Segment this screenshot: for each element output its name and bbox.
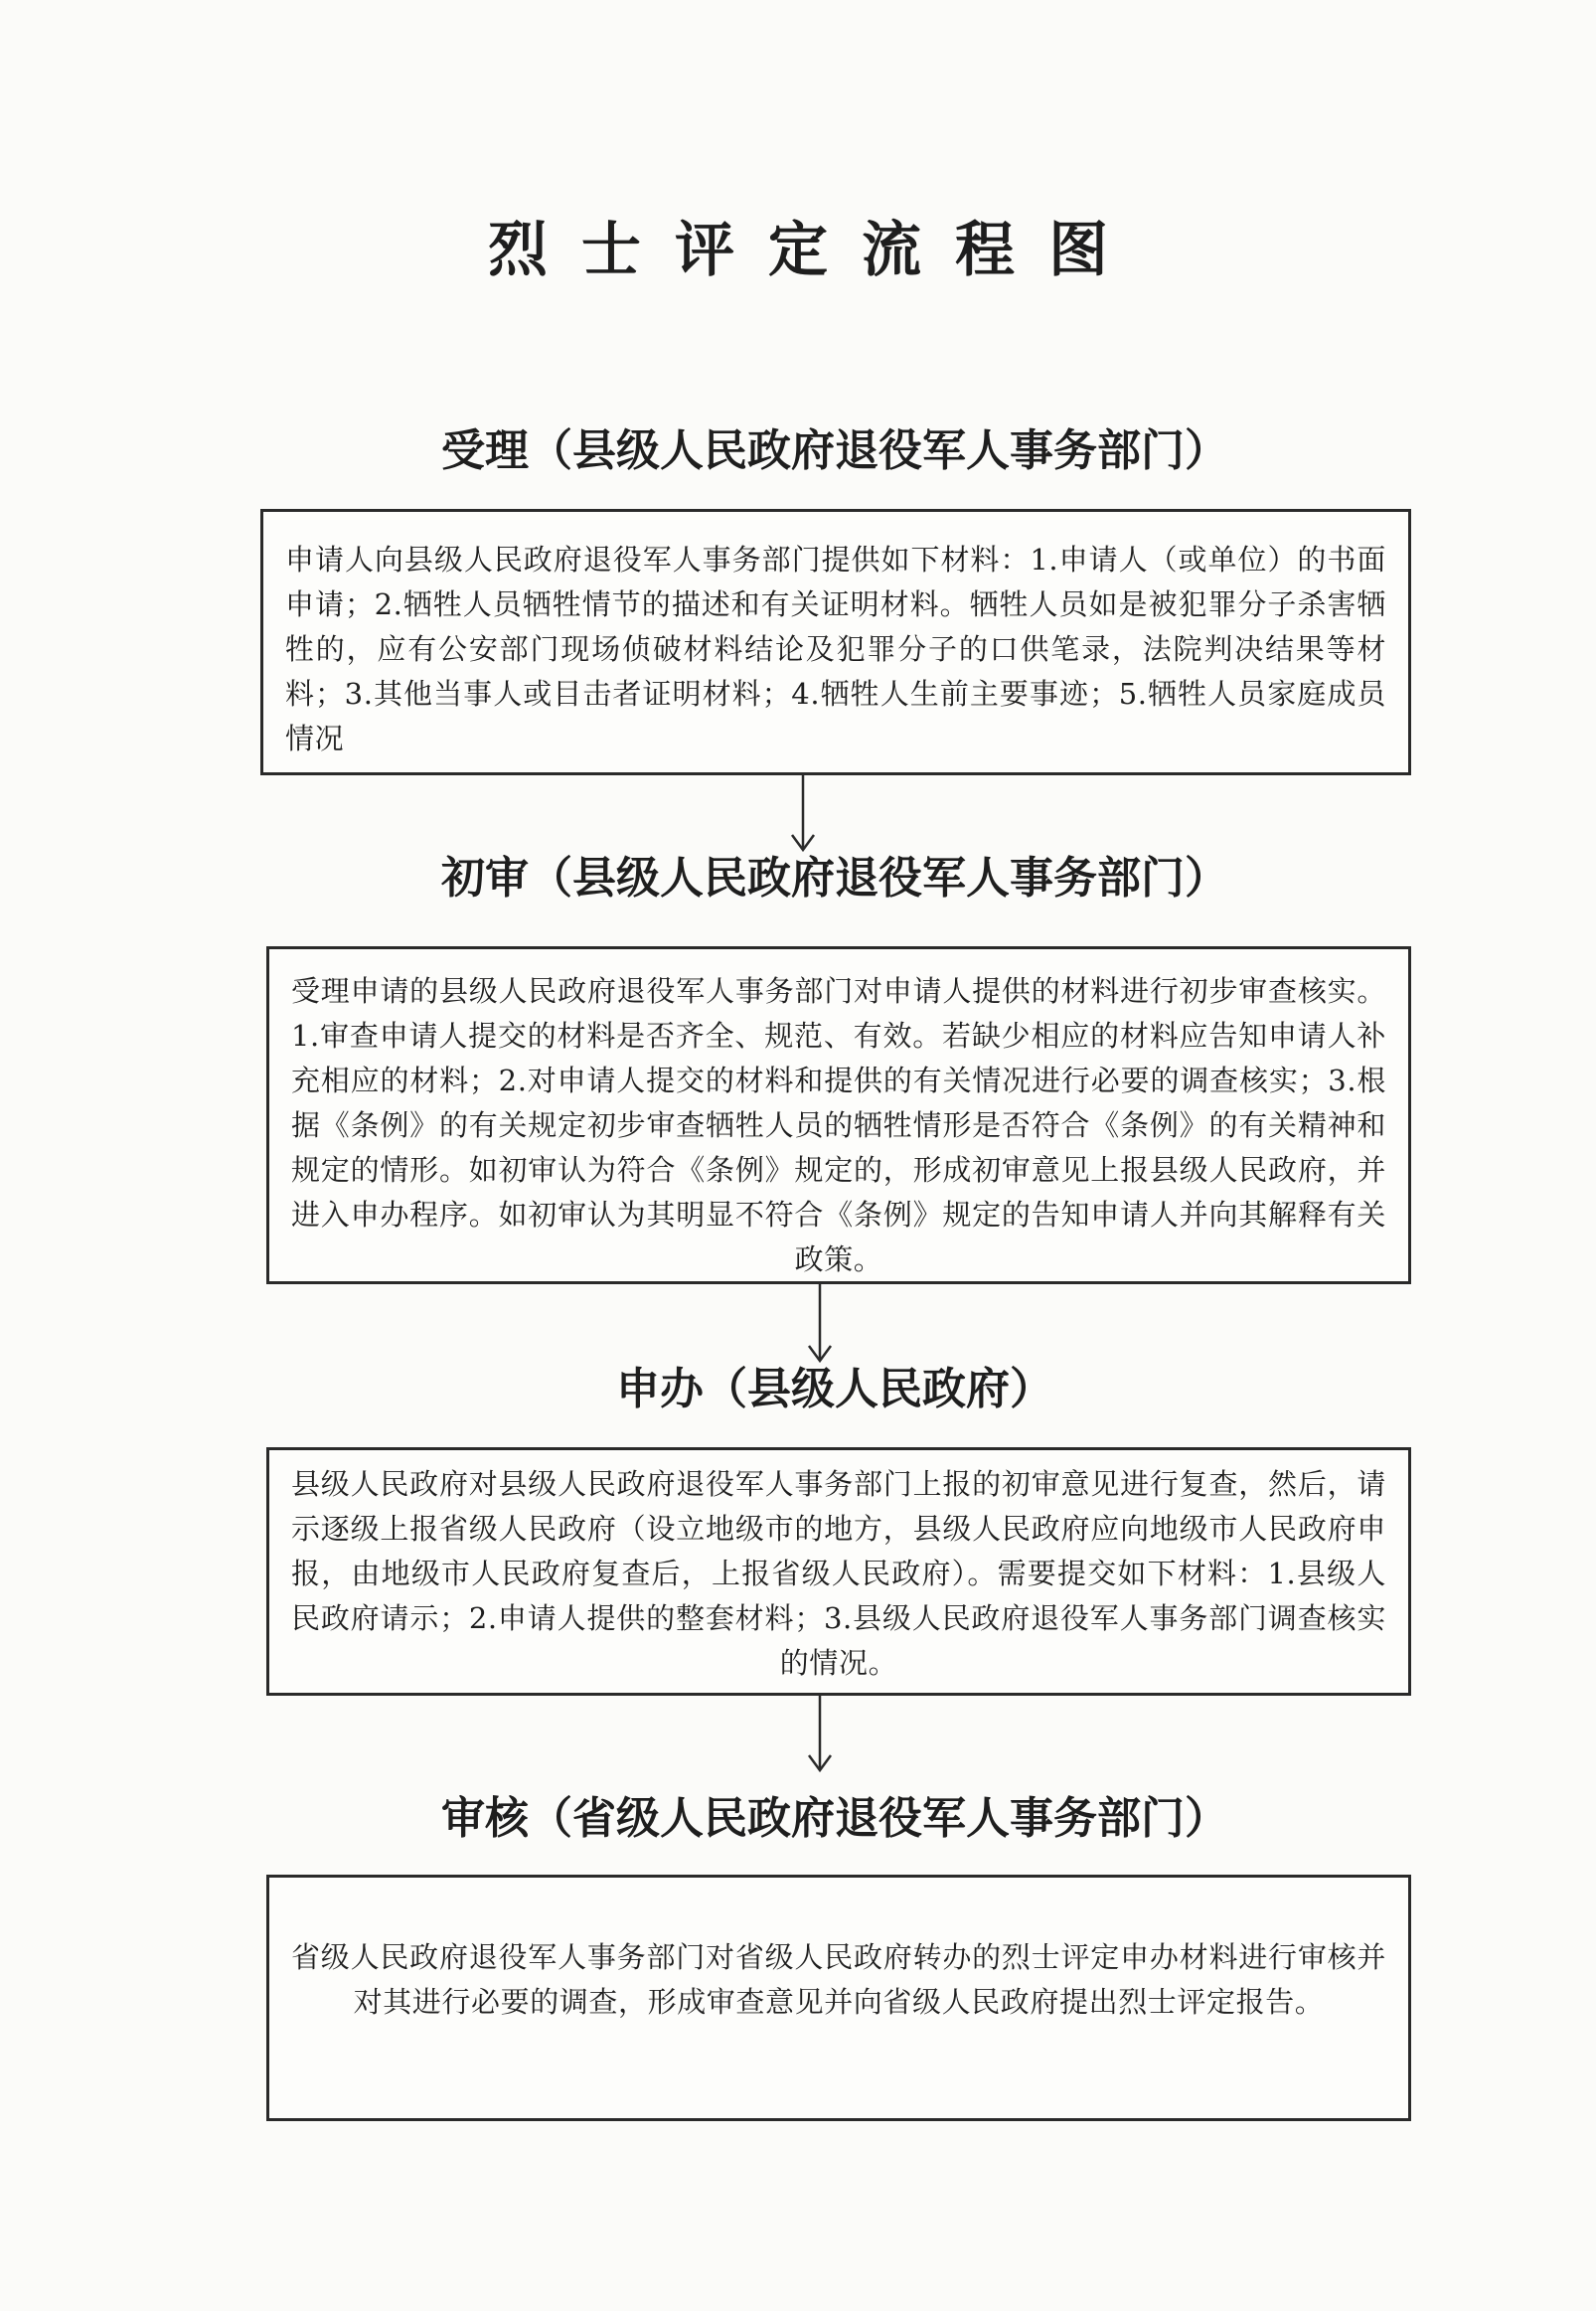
stage-box-verification: [266, 1875, 1411, 2121]
stage-box-preliminary-review: [266, 946, 1411, 1284]
stage-heading-verification: 审核（省级人民政府退役军人事务部门）: [441, 1793, 1228, 1844]
stage-heading-accept: 受理（县级人民政府退役军人事务部门）: [441, 425, 1228, 476]
flow-arrow-1: [788, 775, 818, 853]
stage-heading-application: 申办（县级人民政府）: [616, 1364, 1053, 1414]
stage-heading-preliminary-review: 初审（县级人民政府退役军人事务部门）: [441, 853, 1228, 904]
stage-box-application: [266, 1447, 1411, 1696]
stage-text-preliminary-review: 受理申请的县级人民政府退役军人事务部门对申请人提供的材料进行初步审查核实。1.审查申请人提交的材料是否齐全、规范、有效。若缺少相应的材料应告知申请人补充相应的材料；2.对申请人提交的材料和提供的有关情况进行必要的调查核实；3.根据《条例》的有关规定初步审查牺牲人员的牺牲情形是否符合《条例》的有关精神和规定的情形。如初审认为符合《条例》规定的，形成初审意见上报县级人民政府，并进入申办程序。如初审认为其明显不符合《条例》规定的告知申请人并向其解释有关政策。: [291, 974, 1386, 1276]
flow-arrow-3: [805, 1696, 835, 1773]
flow-arrow-2: [805, 1284, 835, 1364]
stage-text-accept: 申请人向县级人民政府退役军人事务部门提供如下材料：1.申请人（或单位）的书面申请；2.牺牲人员牺牲情节的描述和有关证明材料。牺牲人员如是被犯罪分子杀害牺牲的，应有公安部门现场侦破材料结论及犯罪分子的口供笔录，法院判决结果等材料；3.其他当事人或目击者证明材料；4.牺牲人生前主要事迹；5.牺牲人员家庭成员情况: [285, 543, 1386, 755]
stage-text-verification: 省级人民政府退役军人事务部门对省级人民政府转办的烈士评定申办材料进行审核并对其进行必要的调查，形成审查意见并向省级人民政府提出烈士评定报告。: [291, 1940, 1386, 2019]
page-title: 烈士评定流程图: [488, 216, 1142, 285]
stage-box-accept: [260, 509, 1411, 775]
stage-text-application: 县级人民政府对县级人民政府退役军人事务部门上报的初审意见进行复查，然后，请示逐级上报省级人民政府（设立地级市的地方，县级人民政府应向地级市人民政府申报，由地级市人民政府复查后，上报省级人民政府）。需要提交如下材料：1.县级人民政府请示；2.申请人提供的整套材料；3.县级人民政府退役军人事务部门调查核实的情况。: [291, 1467, 1386, 1680]
